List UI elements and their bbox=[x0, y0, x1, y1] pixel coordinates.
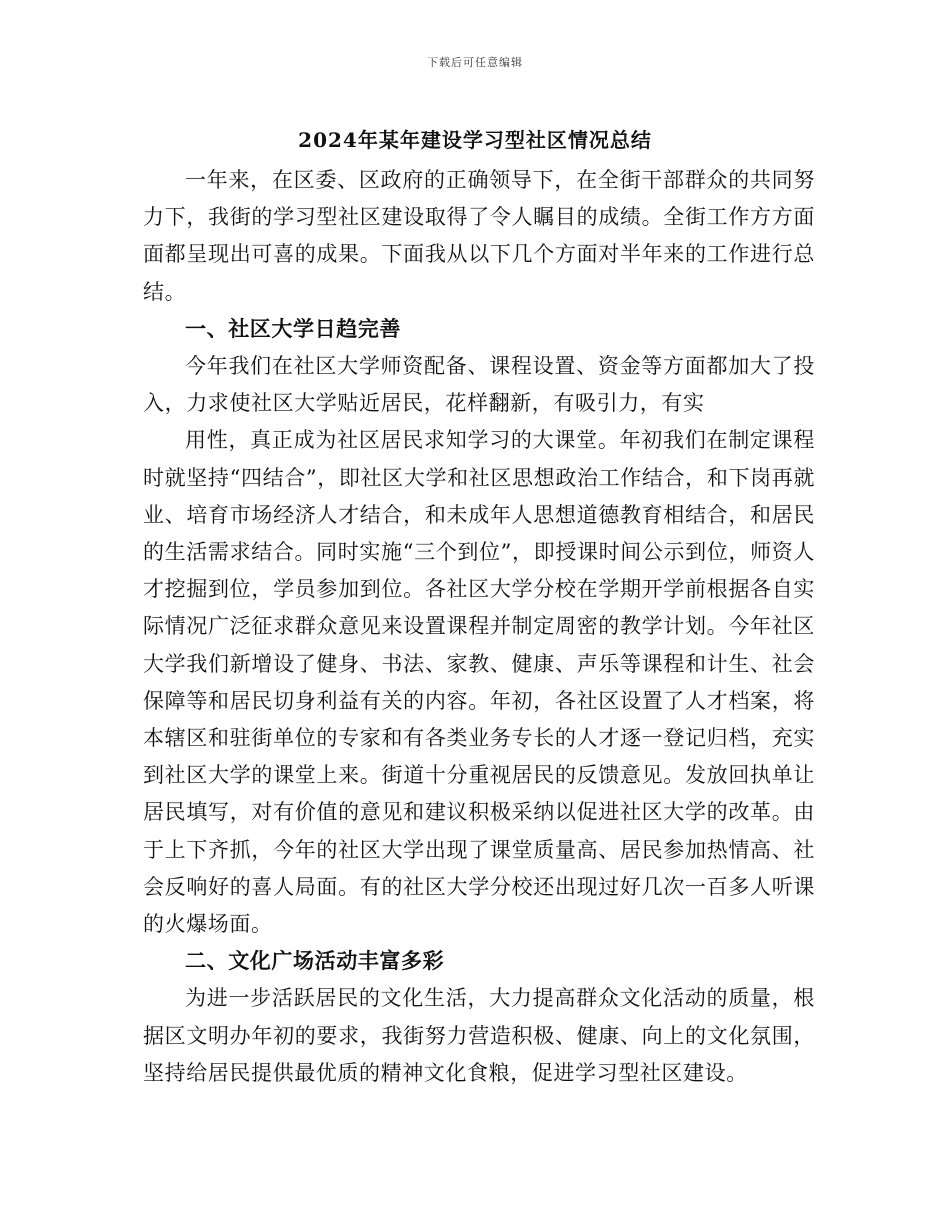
section-heading-2: 二、文化广场活动丰富多彩 bbox=[185, 949, 445, 974]
header-note: 下载后可任意编辑 bbox=[427, 56, 523, 69]
section-1-paragraph-1: 今年我们在社区大学师资配备、课程设置、资金等方面都加大了投入，力求使社区大学贴近居民，花样翻新，有吸引力，有实 bbox=[143, 354, 815, 416]
section-heading-1: 一、社区大学日趋完善 bbox=[185, 316, 401, 341]
document-title: 2024年某年建设学习型社区情况总结 bbox=[298, 128, 652, 152]
intro-paragraph: 一年来，在区委、区政府的正确领导下，在全街干部群众的共同努力下，我街的学习型社区建设取得了令人瞩目的成绩。全街工作方方面面都呈现出可喜的成果。下面我从以下几个方面对半年来的工作进行总结。 bbox=[143, 168, 815, 304]
section-2-paragraph-1: 为进一步活跃居民的文化生活，大力提高群众文化活动的质量，根据区文明办年初的要求，我街努力营造积极、健康、向上的文化氛围，坚持给居民提供最优质的精神文化食粮，促进学习型社区建设。 bbox=[143, 986, 815, 1085]
section-1-paragraph-2: 用性，真正成为社区居民求知学习的大课堂。年初我们在制定课程时就坚持“四结合”，即社区大学和社区思想政治工作结合，和下岗再就业、培育市场经济人才结合，和未成年人思想道德教育相结合，和居民的生活需求结合。同时实施“三个到位”，即授课时间公示到位，师资人才挖掘到位，学员参加到位。各社区大学分校在学期开学前根据各自实际情况广泛征求群众意见来设置课程并制定周密的教学计划。今年社区大学我们新增设了健身、书法、家教、健康、声乐等课程和计生、社会保障等和居民切身利益有关的内容。年初，各社区设置了人才档案，将本辖区和驻街单位的专家和有各类业务专长的人才逐一登记归档，充实到社区大学的课堂上来。街道十分重视居民的反馈意见。发放回执单让居民填写，对有价值的意见和建议积极采纳以促进社区大学的改革。由于上下齐抓，今年的社区大学出现了课堂质量高、居民参加热情高、社会反响好的喜人局面。有的社区大学分校还出现过好几次一百多人听课的火爆场面。 bbox=[143, 428, 815, 937]
document-body bbox=[143, 162, 815, 1092]
